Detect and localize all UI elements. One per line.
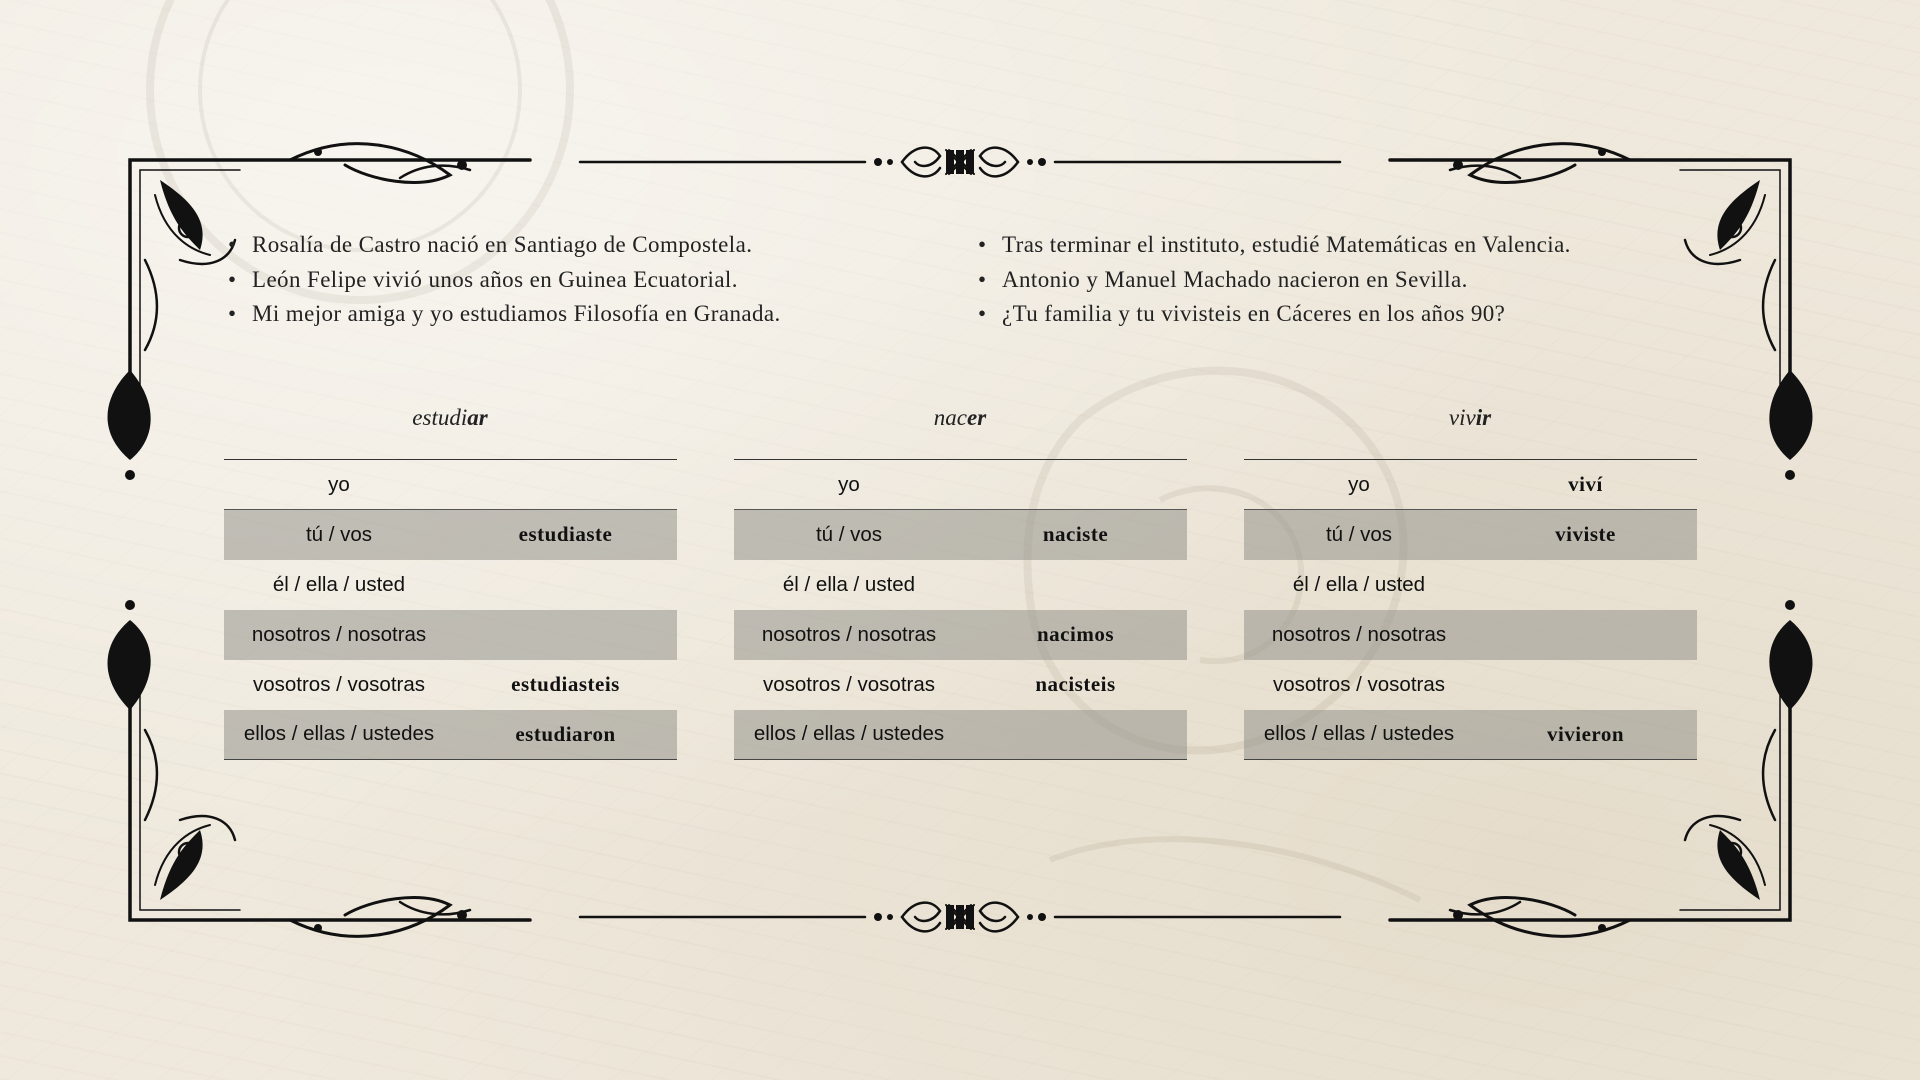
- table-row: [1244, 660, 1697, 710]
- example-sentence: • Tras terminar el instituto, estudié Matemáticas en Valencia.: [978, 228, 1571, 263]
- pronoun-cell: tú / vos: [815, 522, 883, 546]
- table-row: [224, 560, 677, 610]
- pronoun-cell: él / ella / usted: [782, 572, 916, 596]
- pronoun-cell: vosotros / vosotras: [762, 672, 936, 696]
- verb-form-cell: naciste: [1042, 522, 1109, 547]
- pronoun-cell: ellos / ellas / ustedes: [1263, 722, 1455, 746]
- example-sentences-left: [228, 228, 781, 332]
- verb-stem: nac: [933, 405, 968, 430]
- conjugation-table-vivir: [1244, 459, 1697, 760]
- table-row: [734, 560, 1187, 610]
- verb-form-cell: [1474, 560, 1697, 610]
- ornamental-divider-icon: [580, 148, 1340, 177]
- verb-form-cell: nacimos: [1037, 622, 1114, 646]
- verb-stem: estudi: [412, 405, 468, 430]
- pronoun-cell: nosotros / nosotras: [761, 622, 937, 646]
- table-row: [734, 660, 1187, 710]
- table-row: [1244, 610, 1697, 660]
- pronoun-cell: yo: [328, 472, 350, 496]
- pronoun-cell: nosotros / nosotras: [251, 622, 427, 646]
- table-row: [224, 710, 677, 760]
- verb-ending: er: [967, 405, 987, 430]
- verb-ending: ir: [1475, 405, 1492, 430]
- table-row: [224, 610, 677, 660]
- table-row: [1244, 510, 1697, 560]
- verb-form-cell: [964, 560, 1187, 610]
- verb-form-cell: viviste: [1555, 522, 1616, 547]
- example-sentence: • León Felipe vivió unos años en Guinea Ecuatorial.: [228, 263, 781, 298]
- pronoun-cell: ellos / ellas / ustedes: [753, 722, 945, 746]
- verb-form-cell: vivieron: [1546, 721, 1625, 746]
- verb-heading-nacer: [734, 405, 1186, 431]
- pronoun-cell: tú / vos: [1325, 522, 1393, 546]
- table-row: [224, 510, 677, 560]
- table-row: [734, 510, 1187, 560]
- verb-form-cell: nacisteis: [1035, 672, 1116, 696]
- pronoun-cell: él / ella / usted: [1292, 572, 1426, 596]
- example-sentences-right: [978, 228, 1571, 332]
- example-sentence: • Rosalía de Castro nació en Santiago de Compostela.: [228, 228, 781, 263]
- verb-form-cell: estudiaron: [515, 721, 616, 746]
- verb-form-cell: viví: [1568, 472, 1603, 496]
- verb-form-cell: [1474, 660, 1697, 710]
- table-row: [734, 610, 1187, 660]
- pronoun-cell: yo: [838, 472, 860, 496]
- conjugation-table-estudiar: [224, 459, 677, 760]
- verb-form-cell: [1474, 610, 1697, 660]
- example-sentence: • ¿Tu familia y tu vivisteis en Cáceres en los años 90?: [978, 297, 1571, 332]
- pronoun-cell: yo: [1348, 472, 1370, 496]
- table-row: [734, 710, 1187, 760]
- table-row: [224, 460, 677, 510]
- pronoun-cell: tú / vos: [305, 522, 373, 546]
- example-sentence: • Mi mejor amiga y yo estudiamos Filosofía en Granada.: [228, 297, 781, 332]
- verb-form-cell: [454, 560, 677, 610]
- table-row: [224, 660, 677, 710]
- verb-heading-vivir: [1244, 405, 1696, 431]
- verb-form-cell: estudiasteis: [511, 672, 620, 696]
- pronoun-cell: vosotros / vosotras: [1272, 672, 1446, 696]
- verb-form-cell: estudiaste: [518, 522, 613, 547]
- verb-form-cell: [964, 460, 1187, 510]
- pronoun-cell: ellos / ellas / ustedes: [243, 722, 435, 746]
- table-row: [1244, 710, 1697, 760]
- example-sentence: • Antonio y Manuel Machado nacieron en Sevilla.: [978, 263, 1571, 298]
- pronoun-cell: nosotros / nosotras: [1271, 622, 1447, 646]
- table-row: [1244, 460, 1697, 510]
- verb-heading-estudiar: [224, 405, 676, 431]
- verb-form-cell: [964, 710, 1187, 760]
- pronoun-cell: vosotros / vosotras: [252, 672, 426, 696]
- verb-form-cell: [454, 610, 677, 660]
- pronoun-cell: él / ella / usted: [272, 572, 406, 596]
- verb-stem: viv: [1448, 405, 1476, 430]
- verb-ending: ar: [467, 405, 488, 430]
- conjugation-table-nacer: [734, 459, 1187, 760]
- table-row: [1244, 560, 1697, 610]
- verb-form-cell: [454, 460, 677, 510]
- table-row: [734, 460, 1187, 510]
